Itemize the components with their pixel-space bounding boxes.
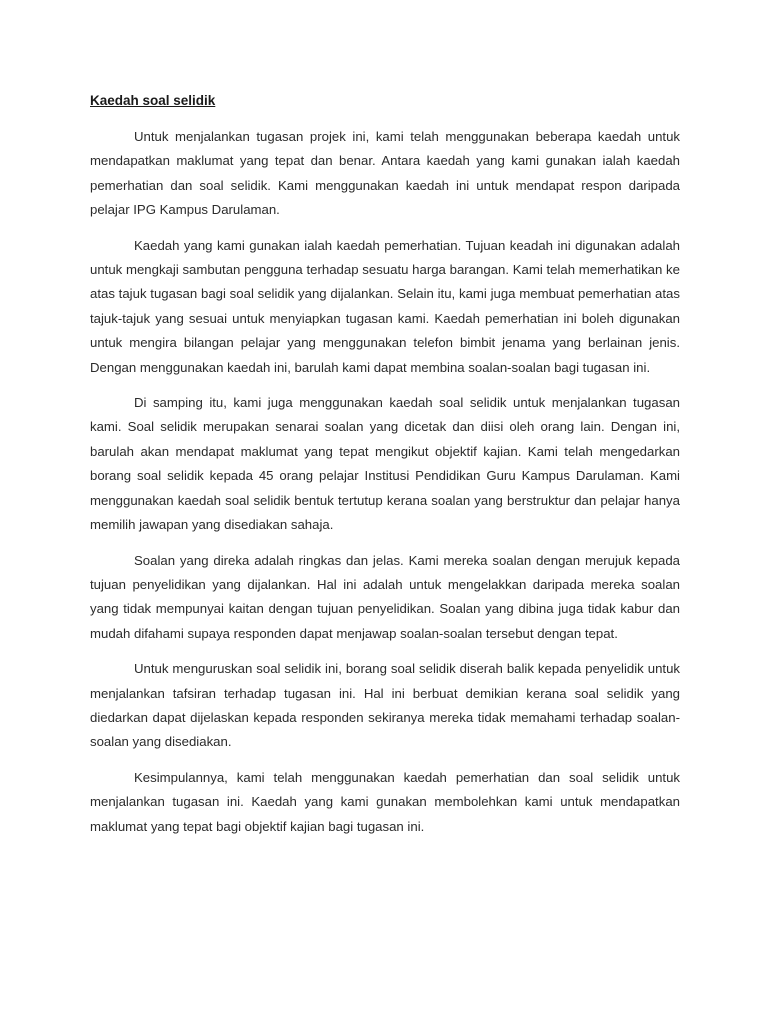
paragraph-2: Kaedah yang kami gunakan ialah kaedah pemerhatian. Tujuan keadah ini digunakan adalah untuk mengkaji sambutan pengguna terhadap sesuatu harga barangan. Kami telah memerhatikan ke atas tajuk tugasan bagi soal selidik yang dijalankan. Selain itu, kami juga membuat pemerhatian atas tajuk-tajuk yang sesuai untuk menyiapkan tugasan kami. Kaedah pemerhatian ini boleh digunakan untuk mengira bilangan pelajar yang menggunakan telefon bimbit jenama yang berlainan jenis. Dengan menggunakan kaedah ini, barulah kami dapat membina soalan-soalan bagi tugasan ini.: [90, 237, 680, 375]
section-heading: Kaedah soal selidik: [90, 93, 216, 108]
paragraph-1: Untuk menjalankan tugasan projek ini, kami telah menggunakan beberapa kaedah untuk mendapatkan maklumat yang tepat dan benar. Antara kaedah yang kami gunakan ialah kaedah pemerhatian dan soal selidik. Kami menggunakan kaedah ini untuk mendapat respon daripada pelajar IPG Kampus Darulaman.: [90, 129, 680, 218]
paragraph-4: Soalan yang direka adalah ringkas dan jelas. Kami mereka soalan dengan merujuk kepada tujuan penyelidikan yang dijalankan. Hal ini adalah untuk mengelakkan daripada mereka soalan yang tidak mempunyai kaitan dengan tujuan penyelidikan. Soalan yang dibina juga tidak kabur dan mudah difahami supaya responden dapat menjawap soalan-soalan tersebut dengan tepat.: [90, 552, 680, 641]
paragraph-3: Di samping itu, kami juga menggunakan kaedah soal selidik untuk menjalankan tugasan kami. Soal selidik merupakan senarai soalan yang dicetak dan diisi oleh orang lain. Dengan ini, barulah akan mendapat maklumat yang tepat mengikut objektif kajian. Kami telah mengedarkan borang soal selidik kepada 45 orang pelajar Institusi Pendidikan Guru Kampus Darulaman. Kami menggunakan kaedah soal selidik bentuk tertutup kerana soalan yang berstruktur dan pelajar hanya memilih jawapan yang disediakan sahaja.: [90, 395, 680, 533]
paragraph-6: Kesimpulannya, kami telah menggunakan kaedah pemerhatian dan soal selidik untuk menjalankan tugasan ini. Kaedah yang kami gunakan membolehkan kami untuk mendapatkan maklumat yang tepat bagi objektif kajian bagi tugasan ini.: [90, 769, 680, 834]
paragraph-5: Untuk menguruskan soal selidik ini, borang soal selidik diserah balik kepada penyelidik untuk menjalankan tafsiran terhadap tugasan ini. Hal ini berbuat demikian kerana soal selidik yang diedarkan dapat dijelaskan kepada responden sekiranya mereka tidak memahami terhadap soalan-soalan yang disediakan.: [90, 661, 680, 750]
